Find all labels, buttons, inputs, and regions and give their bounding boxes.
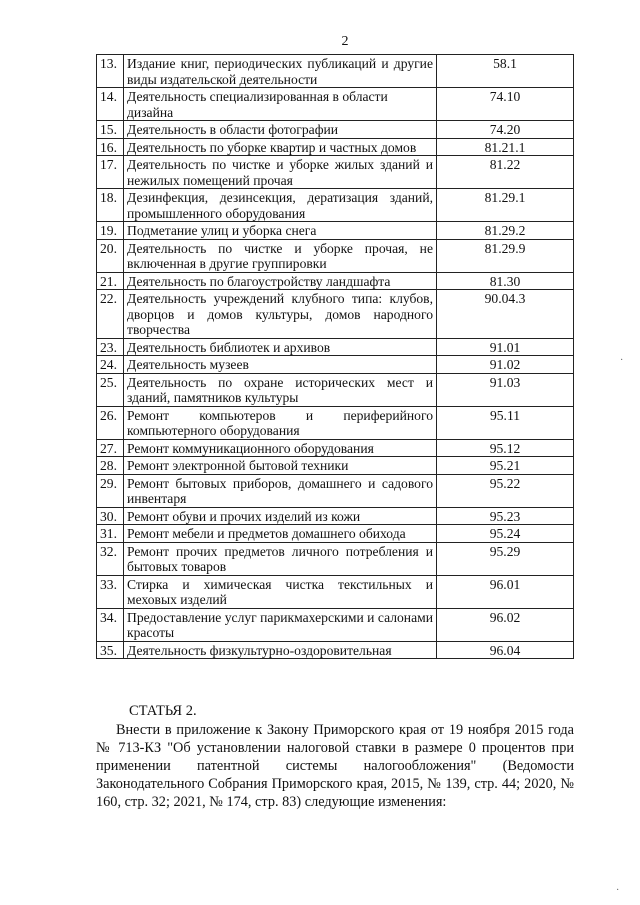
row-number: 23. (97, 338, 124, 356)
okved-code: 96.02 (437, 608, 574, 641)
row-number: 18. (97, 189, 124, 222)
okved-code: 81.30 (437, 272, 574, 290)
row-number: 32. (97, 542, 124, 575)
row-number: 25. (97, 373, 124, 406)
table-row (97, 507, 574, 525)
activity-description: Деятельность библиотек и архивов (124, 338, 437, 356)
okved-code: 95.29 (437, 542, 574, 575)
table-row (97, 525, 574, 543)
table-row (97, 189, 574, 222)
row-number: 35. (97, 641, 124, 659)
table-row (97, 239, 574, 272)
okved-code: 81.29.9 (437, 239, 574, 272)
row-number: 33. (97, 575, 124, 608)
row-number: 26. (97, 406, 124, 439)
activity-description: Деятельность физкультурно-оздоровительная (124, 641, 437, 659)
row-number: 17. (97, 156, 124, 189)
table-row (97, 55, 574, 88)
okved-code: 91.02 (437, 356, 574, 374)
table-row (97, 575, 574, 608)
table-row (97, 641, 574, 659)
row-number: 30. (97, 507, 124, 525)
table-row (97, 406, 574, 439)
activity-description: Стирка и химическая чистка текстильных и меховых изделий (124, 575, 437, 608)
table-row (97, 356, 574, 374)
okved-code: 91.03 (437, 373, 574, 406)
okved-code: 96.04 (437, 641, 574, 659)
okved-code: 95.24 (437, 525, 574, 543)
activity-description: Дезинфекция, дезинсекция, дератизация зданий, промышленного оборудования (124, 189, 437, 222)
okved-code: 95.21 (437, 457, 574, 475)
okved-code: 81.21.1 (437, 138, 574, 156)
activity-description: Подметание улиц и уборка снега (124, 222, 437, 240)
row-number: 31. (97, 525, 124, 543)
scan-mark: · (620, 355, 624, 366)
activity-description: Деятельность в области фотографии (124, 121, 437, 139)
activity-description: Ремонт мебели и предметов домашнего обихода (124, 525, 437, 543)
row-number: 34. (97, 608, 124, 641)
row-number: 22. (97, 290, 124, 339)
activity-description: Издание книг, периодических публикаций и другие виды издательской деятельности (124, 55, 437, 88)
table-row (97, 121, 574, 139)
table-row (97, 439, 574, 457)
activities-table (96, 54, 574, 659)
activity-description: Деятельность по охране исторических мест и зданий, памятников культуры (124, 373, 437, 406)
row-number: 21. (97, 272, 124, 290)
table-row (97, 474, 574, 507)
row-number: 14. (97, 88, 124, 121)
table-row (97, 290, 574, 339)
activity-description: Деятельность по чистке и уборке прочая, не включенная в другие группировки (124, 239, 437, 272)
okved-code: 81.29.1 (437, 189, 574, 222)
table-row (97, 542, 574, 575)
activity-description: Ремонт электронной бытовой техники (124, 457, 437, 475)
activity-description: Деятельность по чистке и уборке жилых зданий и нежилых помещений прочая (124, 156, 437, 189)
activity-description: Деятельность специализированная в области дизайна (124, 88, 437, 121)
table-row (97, 138, 574, 156)
okved-code: 74.20 (437, 121, 574, 139)
table-row (97, 88, 574, 121)
table-row (97, 457, 574, 475)
table-row (97, 272, 574, 290)
okved-code: 90.04.3 (437, 290, 574, 339)
activity-description: Деятельность музеев (124, 356, 437, 374)
activity-description: Деятельность по уборке квартир и частных домов (124, 138, 437, 156)
row-number: 20. (97, 239, 124, 272)
okved-code: 95.12 (437, 439, 574, 457)
table-row (97, 156, 574, 189)
okved-code: 95.23 (437, 507, 574, 525)
row-number: 19. (97, 222, 124, 240)
activity-description: Ремонт бытовых приборов, домашнего и садового инвентаря (124, 474, 437, 507)
table-row (97, 338, 574, 356)
article-heading: СТАТЬЯ 2. (129, 703, 197, 719)
okved-code: 96.01 (437, 575, 574, 608)
okved-code: 74.10 (437, 88, 574, 121)
row-number: 24. (97, 356, 124, 374)
activities-table-body (97, 55, 574, 659)
row-number: 13. (97, 55, 124, 88)
page-number: 2 (341, 34, 349, 49)
activity-description: Ремонт компьютеров и периферийного компьютерного оборудования (124, 406, 437, 439)
row-number: 29. (97, 474, 124, 507)
activity-description: Ремонт прочих предметов личного потребления и бытовых товаров (124, 542, 437, 575)
scan-mark: · (616, 885, 620, 896)
row-number: 27. (97, 439, 124, 457)
activity-description: Деятельность по благоустройству ландшафта (124, 272, 437, 290)
activity-description: Ремонт обуви и прочих изделий из кожи (124, 507, 437, 525)
activity-description: Ремонт коммуникационного оборудования (124, 439, 437, 457)
table-row (97, 373, 574, 406)
table-row (97, 222, 574, 240)
row-number: 15. (97, 121, 124, 139)
row-number: 28. (97, 457, 124, 475)
okved-code: 95.11 (437, 406, 574, 439)
amendment-paragraph: Внести в приложение к Закону Приморского края от 19 ноября 2015 года № 713-КЗ "Об установлении налоговой ставки в размере 0 процентов при применении патентной системы налогообложения" (Ведомости Законодательного Собрания Приморского края, 2015, № 139, стр. 44; 2020, № 160, стр. 32; 2021, № 174, стр. 83) следующие изменения: (96, 722, 574, 810)
table-row (97, 608, 574, 641)
okved-code: 81.22 (437, 156, 574, 189)
activity-description: Деятельность учреждений клубного типа: клубов, дворцов и домов культуры, домов народного творчества (124, 290, 437, 339)
activity-description: Предоставление услуг парикмахерскими и салонами красоты (124, 608, 437, 641)
okved-code: 95.22 (437, 474, 574, 507)
okved-code: 58.1 (437, 55, 574, 88)
okved-code: 91.01 (437, 338, 574, 356)
row-number: 16. (97, 138, 124, 156)
okved-code: 81.29.2 (437, 222, 574, 240)
